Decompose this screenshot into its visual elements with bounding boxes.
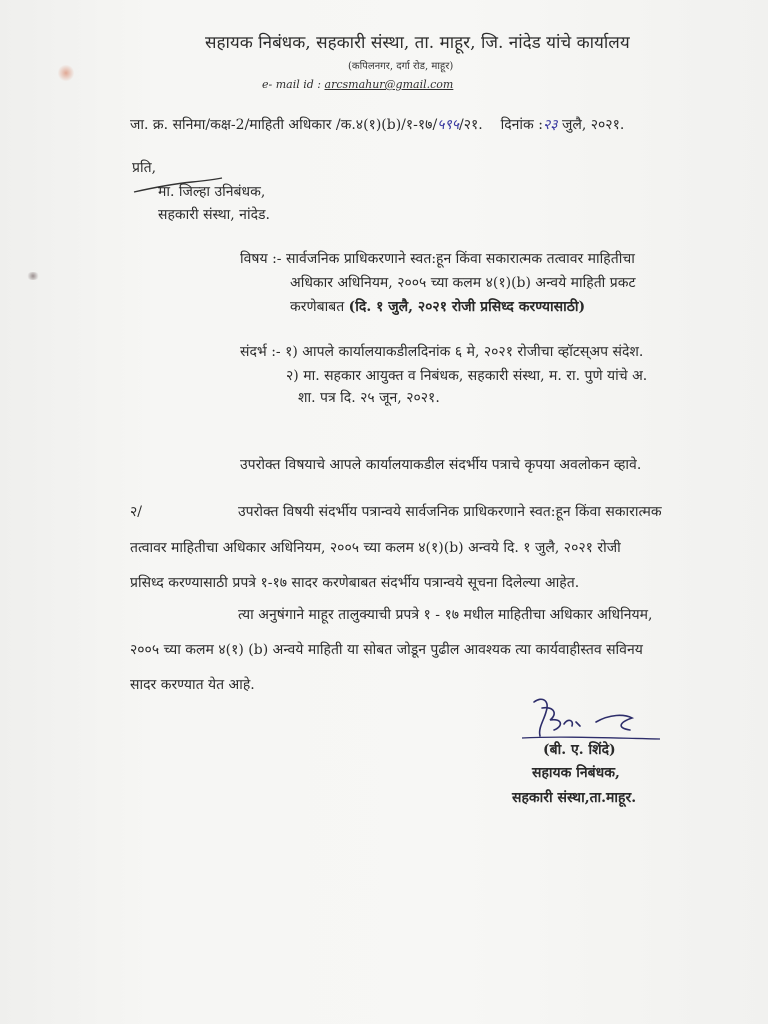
reference-line-2: २) मा. सहकार आयुक्त व निबंधक, सहकारी संस्था, म. रा. पुणे यांचे अ.	[286, 368, 648, 384]
reference-line-1: संदर्भ :- १) आपले कार्यालयाकडीलदिनांक ६ मे, २०२१ रोजीचा व्हॉटस्अप संदेश.	[240, 344, 644, 360]
paragraph-3-line-1: त्या अनुषंगाने माहूर तालुक्याची प्रपत्रे १ - १७ मधील माहितीचा अधिकार अधिनियम,	[238, 607, 653, 623]
subject-line-2: अधिकार अधिनियम, २००५ च्या कलम ४(१)(b) अन्वये माहिती प्रकट	[290, 275, 636, 291]
email-label: e- mail id :	[262, 78, 322, 91]
recipient-line-2: सहकारी संस्था, नांदेड.	[158, 207, 270, 223]
reference-suffix: /२१.	[459, 117, 483, 133]
date-handwritten-day: २३	[542, 117, 558, 133]
subject-line-3	[290, 297, 585, 316]
paragraph-2-line-3: प्रसिध्द करण्यासाठी प्रपत्रे १-१७ सादर करणेबाबत संदर्भीय पत्रान्वये सूचना दिलेल्या आहेत.	[130, 575, 580, 591]
subject-line-3-bold: (दि. १ जुलै, २०२१ रोजी प्रसिध्द करण्यासाठी)	[348, 299, 586, 315]
paragraph-2-line-1: उपरोक्त विषयी संदर्भीय पत्रान्वये सार्वजनिक प्राधिकरणाने स्वत:हून किंवा सकारात्मक	[238, 504, 662, 520]
salutation: प्रति,	[132, 160, 157, 176]
paragraph-2-line-2: तत्वावर माहितीचा अधिकार अधिनियम, २००५ च्या कलम ४(१)(b) अन्वये दि. १ जुलै, २०२१ रोजी	[130, 540, 621, 556]
office-address: (कपिलनगर, दर्गा रोड, माहूर)	[348, 61, 454, 72]
stain-mark	[58, 64, 74, 82]
signatory-designation: सहायक निबंधक,	[532, 765, 620, 781]
subject-line-3-plain: करणेबाबत	[290, 299, 349, 315]
email-value: arcsmahur@gmail.com	[324, 78, 454, 91]
signatory-office: सहकारी संस्था,ता.माहूर.	[512, 790, 637, 806]
office-title: सहायक निबंधक, सहकारी संस्था, ता. माहूर, जि. नांदेड यांचे कार्यालय	[205, 33, 630, 53]
date-label: दिनांक :	[500, 117, 543, 133]
paragraph-1: उपरोक्त विषयाचे आपले कार्यालयाकडील संदर्भीय पत्राचे कृपया अवलोकन व्हावे.	[240, 457, 642, 473]
date-rest: जुलै, २०२१.	[561, 117, 625, 133]
stain-mark	[26, 272, 40, 280]
reference-handwritten-number: ५९५	[437, 117, 460, 133]
paragraph-3-line-2: २००५ च्या कलम ४(१) (b) अन्वये माहिती या सोबत जोडून पुढील आवश्यक त्या कार्यवाहीस्तव सविनय	[130, 642, 643, 658]
paragraph-3-line-3: सादर करण्यात येत आहे.	[130, 677, 255, 693]
paragraph-2-number: २/	[130, 504, 142, 520]
recipient-line-1: मा. जिल्हा उनिबंधक,	[158, 184, 266, 200]
office-email	[262, 78, 453, 91]
signatory-name: (बी. ए. शिंदे)	[543, 742, 616, 758]
reference-prefix: जा. क्र. सनिमा/कक्ष-2/माहिती अधिकार /क.४(१)(b)/१-१७/	[130, 117, 438, 133]
subject-line-1: विषय :- सार्वजनिक प्राधिकरणाने स्वत:हून किंवा सकारात्मक तत्वावर माहितीचा	[240, 251, 635, 267]
reference-number	[130, 115, 624, 134]
reference-line-3: शा. पत्र दि. २५ जून, २०२१.	[298, 390, 440, 406]
